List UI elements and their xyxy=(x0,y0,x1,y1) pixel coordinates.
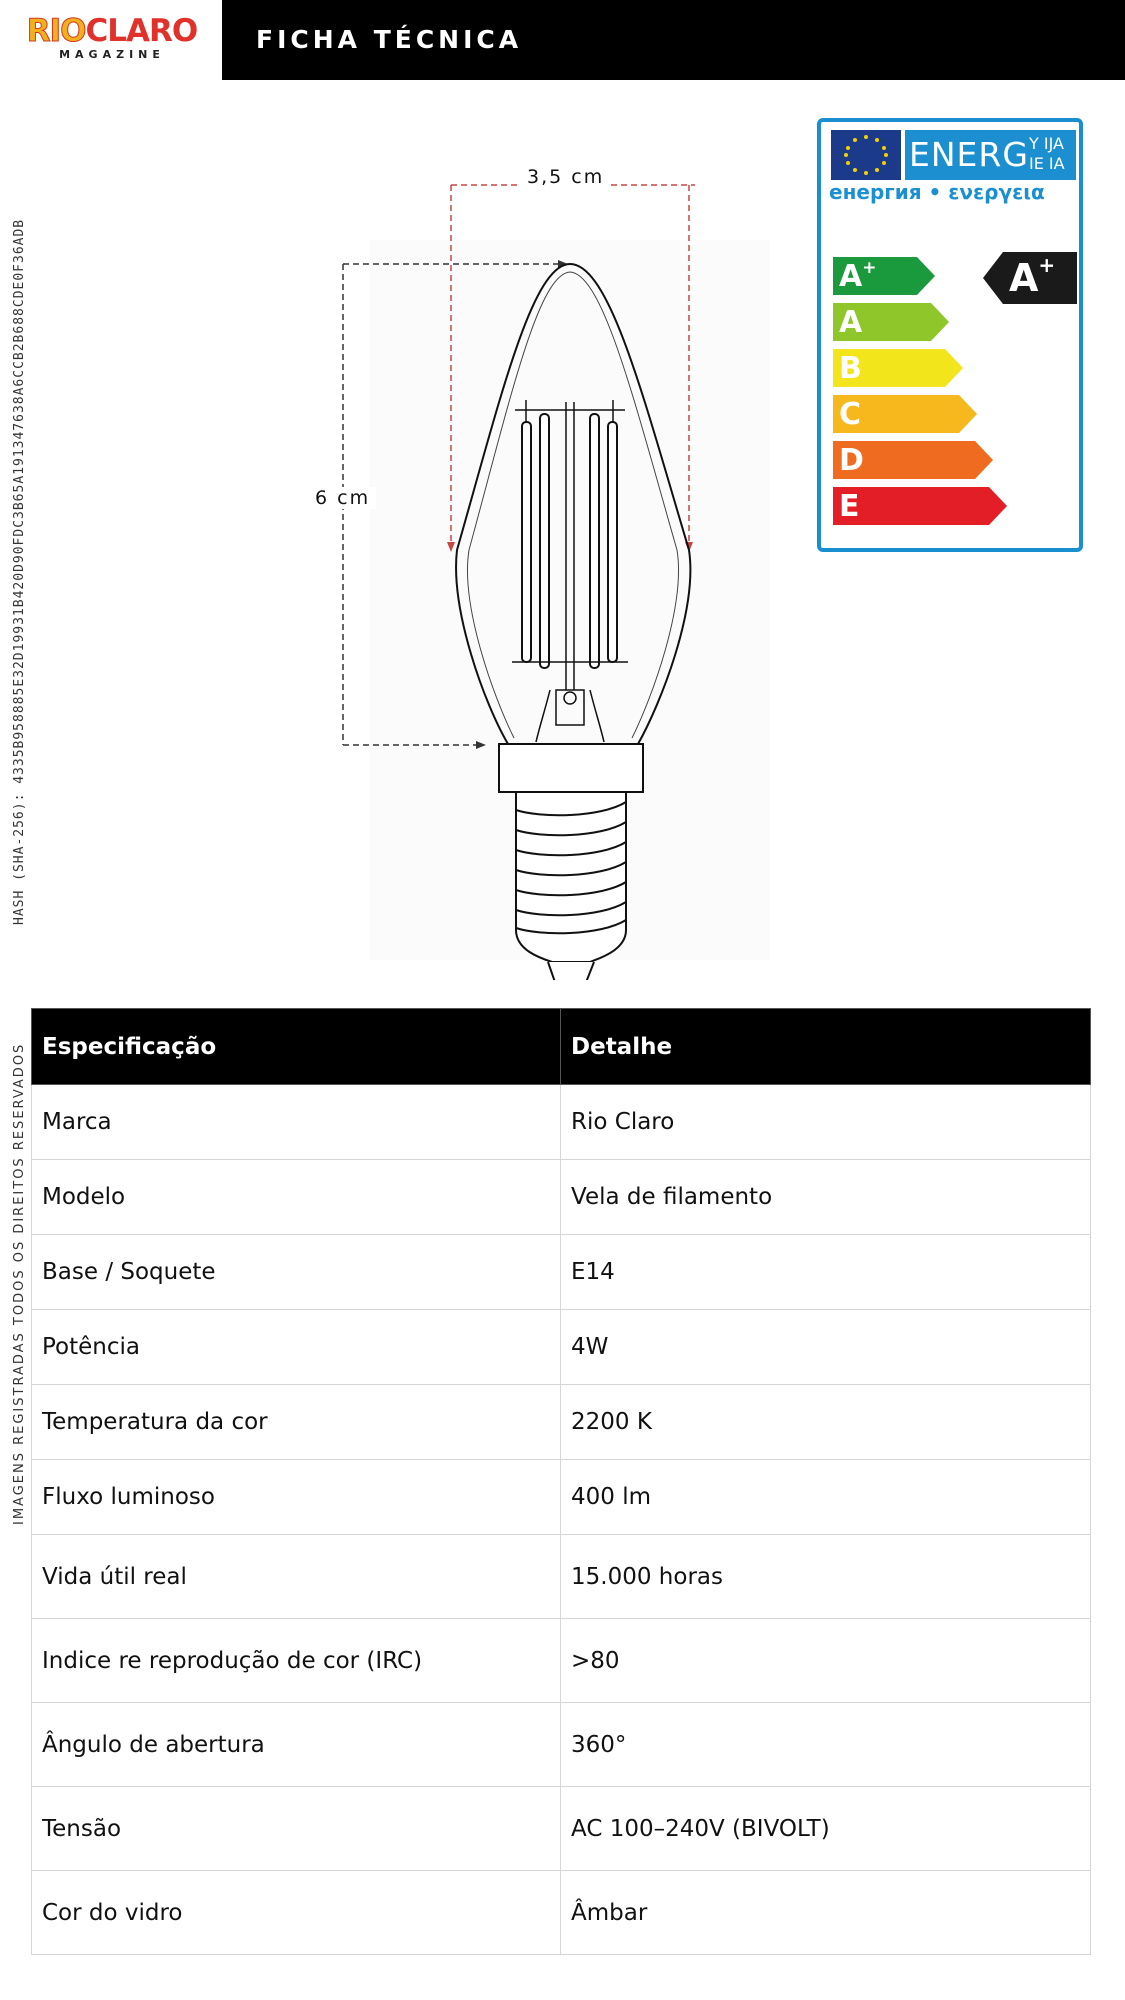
spec-value-cell: Rio Claro xyxy=(561,1085,1091,1160)
logo-wordmark: RIOCLARO xyxy=(26,13,198,49)
energy-rating-value: A+ xyxy=(1009,253,1056,300)
spec-name-cell: Base / Soquete xyxy=(32,1235,561,1310)
spec-value-cell: 360° xyxy=(561,1703,1091,1787)
energy-label xyxy=(817,118,1083,552)
spec-value-cell: E14 xyxy=(561,1235,1091,1310)
table-row xyxy=(32,1703,1091,1787)
rio-claro-logo xyxy=(22,14,202,66)
spec-value-cell: AC 100–240V (BIVOLT) xyxy=(561,1787,1091,1871)
energy-title-box xyxy=(905,130,1076,180)
table-row xyxy=(32,1535,1091,1619)
table-row xyxy=(32,1160,1091,1235)
eu-flag-icon xyxy=(831,130,901,180)
spec-value-cell: 4W xyxy=(561,1310,1091,1385)
spec-name-cell: Tensão xyxy=(32,1787,561,1871)
energy-class-sup: + xyxy=(862,258,877,278)
table-row xyxy=(32,1871,1091,1955)
energy-class-letter: A xyxy=(839,305,863,340)
energy-class-row xyxy=(833,349,965,387)
energy-title: ENERG xyxy=(909,135,1029,174)
energy-class-letter: E xyxy=(839,489,860,524)
width-dimension-label: 3,5 cm xyxy=(521,166,610,188)
header-especificacao: Especificação xyxy=(32,1009,561,1085)
table-row xyxy=(32,1310,1091,1385)
spec-value-cell: 2200 K xyxy=(561,1385,1091,1460)
table-row xyxy=(32,1385,1091,1460)
spec-value-cell: >80 xyxy=(561,1619,1091,1703)
spec-table-header xyxy=(32,1009,1091,1085)
spec-name-cell: Cor do vidro xyxy=(32,1871,561,1955)
table-row xyxy=(32,1787,1091,1871)
energy-class-letter: A+ xyxy=(839,258,877,294)
height-dimension-label: 6 cm xyxy=(309,487,376,509)
energy-class-row xyxy=(833,303,951,341)
table-row xyxy=(32,1619,1091,1703)
energy-class-row xyxy=(833,487,1009,525)
table-row xyxy=(32,1235,1091,1310)
spec-value-cell: 15.000 horas xyxy=(561,1535,1091,1619)
logo-subtitle: MAGAZINE xyxy=(59,48,165,61)
bulb-collar xyxy=(499,744,643,792)
spec-name-cell: Vida útil real xyxy=(32,1535,561,1619)
spec-name-cell: Modelo xyxy=(32,1160,561,1235)
spec-name-cell: Marca xyxy=(32,1085,561,1160)
table-row xyxy=(32,1085,1091,1160)
energy-languages: енергия • ενεργεια xyxy=(829,180,1045,204)
spec-name-cell: Fluxo luminoso xyxy=(32,1460,561,1535)
spec-table xyxy=(31,1008,1091,1955)
energy-class-row xyxy=(833,257,937,295)
spec-value-cell: 400 lm xyxy=(561,1460,1091,1535)
energy-class-row xyxy=(833,395,979,433)
bulb-drawing xyxy=(300,150,820,980)
spec-name-cell: Temperatura da cor xyxy=(32,1385,561,1460)
energy-class-row xyxy=(833,441,995,479)
spec-name-cell: Potência xyxy=(32,1310,561,1385)
energy-class-letter: B xyxy=(839,351,862,386)
bulb-thread-base xyxy=(516,792,626,980)
spec-value-cell: Âmbar xyxy=(561,1871,1091,1955)
side-rights-text: IMAGENS REGISTRADAS TODOS OS DIREITOS RESERVADOS xyxy=(12,1042,27,1525)
side-hash-text: HASH (SHA-256): 4335B958885E32D19931B420D90FDC3B65A191347638A6CCB2B688CDE0F36ADB xyxy=(12,218,27,925)
page-title: FICHA TÉCNICA xyxy=(256,25,523,54)
bulb-illustration xyxy=(300,150,820,980)
header-detalhe: Detalhe xyxy=(561,1009,1091,1085)
page-header xyxy=(0,0,1125,80)
title-bar xyxy=(222,0,1125,80)
energy-title-suffix: Y IJA IE IA xyxy=(1029,134,1065,173)
spec-name-cell: Indice re reprodução de cor (IRC) xyxy=(32,1619,561,1703)
energy-class-letter: C xyxy=(839,397,862,432)
spec-name-cell: Ângulo de abertura xyxy=(32,1703,561,1787)
energy-class-letter: D xyxy=(839,443,864,478)
table-row xyxy=(32,1460,1091,1535)
spec-value-cell: Vela de filamento xyxy=(561,1160,1091,1235)
energy-rating-marker xyxy=(983,252,1077,304)
